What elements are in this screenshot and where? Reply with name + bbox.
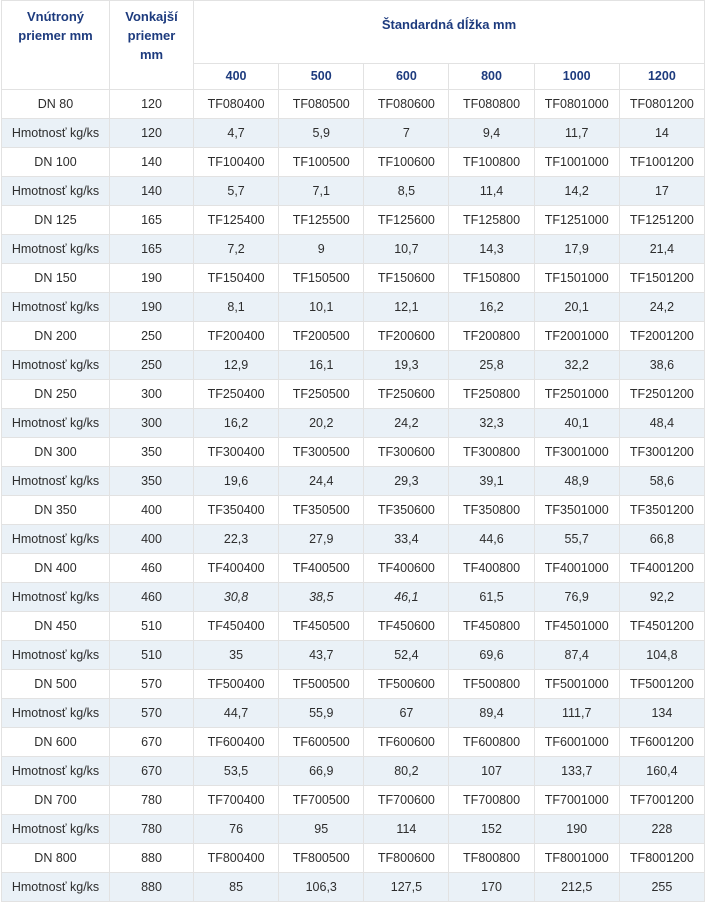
table-row — [2, 235, 705, 264]
weight-cell: 7,2 — [194, 235, 279, 264]
outer-diameter-cell: 780 — [110, 815, 194, 844]
outer-diameter-cell: 165 — [110, 235, 194, 264]
product-code-cell: TF250400 — [194, 380, 279, 409]
table-row — [2, 351, 705, 380]
product-code-cell: TF4501200 — [619, 612, 704, 641]
weight-cell: 38,5 — [279, 583, 364, 612]
weight-cell: 92,2 — [619, 583, 704, 612]
product-code-cell: TF100800 — [449, 148, 534, 177]
product-code-cell: TF200800 — [449, 322, 534, 351]
product-code-cell: TF125500 — [279, 206, 364, 235]
weight-cell: 114 — [364, 815, 449, 844]
table-row — [2, 873, 705, 902]
weight-cell: 14 — [619, 119, 704, 148]
product-code-cell: TF100500 — [279, 148, 364, 177]
weight-cell: 170 — [449, 873, 534, 902]
outer-diameter-cell: 670 — [110, 728, 194, 757]
weight-cell: 52,4 — [364, 641, 449, 670]
weight-cell: 22,3 — [194, 525, 279, 554]
weight-cell: 9,4 — [449, 119, 534, 148]
product-code-cell: TF200400 — [194, 322, 279, 351]
row-label: DN 700 — [2, 786, 110, 815]
product-code-cell: TF300400 — [194, 438, 279, 467]
row-label: DN 80 — [2, 90, 110, 119]
table-row — [2, 264, 705, 293]
outer-diameter-cell: 300 — [110, 380, 194, 409]
row-label: DN 200 — [2, 322, 110, 351]
weight-cell: 12,1 — [364, 293, 449, 322]
product-code-cell: TF1501000 — [534, 264, 619, 293]
length-column-header: 800 — [449, 64, 534, 90]
product-code-cell: TF200500 — [279, 322, 364, 351]
weight-cell: 89,4 — [449, 699, 534, 728]
product-code-cell: TF500600 — [364, 670, 449, 699]
weight-cell: 32,2 — [534, 351, 619, 380]
weight-cell: 107 — [449, 757, 534, 786]
table-row — [2, 148, 705, 177]
weight-cell: 76,9 — [534, 583, 619, 612]
outer-diameter-cell: 570 — [110, 670, 194, 699]
weight-cell: 9 — [279, 235, 364, 264]
product-code-cell: TF080600 — [364, 90, 449, 119]
outer-diameter-cell: 510 — [110, 641, 194, 670]
product-code-cell: TF6001000 — [534, 728, 619, 757]
weight-cell: 39,1 — [449, 467, 534, 496]
weight-cell: 17,9 — [534, 235, 619, 264]
outer-diameter-cell: 400 — [110, 496, 194, 525]
product-code-cell: TF800500 — [279, 844, 364, 873]
product-code-cell: TF800400 — [194, 844, 279, 873]
weight-cell: 160,4 — [619, 757, 704, 786]
row-label: DN 250 — [2, 380, 110, 409]
weight-cell: 20,2 — [279, 409, 364, 438]
product-code-cell: TF125400 — [194, 206, 279, 235]
length-column-header: 400 — [194, 64, 279, 90]
product-code-cell: TF250500 — [279, 380, 364, 409]
weight-cell: 21,4 — [619, 235, 704, 264]
table-row — [2, 119, 705, 148]
product-code-cell: TF350400 — [194, 496, 279, 525]
weight-cell: 111,7 — [534, 699, 619, 728]
table-row — [2, 322, 705, 351]
weight-cell: 32,3 — [449, 409, 534, 438]
product-code-cell: TF350600 — [364, 496, 449, 525]
product-code-cell: TF4001000 — [534, 554, 619, 583]
weight-cell: 19,6 — [194, 467, 279, 496]
weight-cell: 80,2 — [364, 757, 449, 786]
outer-diameter-cell: 510 — [110, 612, 194, 641]
weight-cell: 29,3 — [364, 467, 449, 496]
table-row — [2, 293, 705, 322]
row-label: Hmotnosť kg/ks — [2, 815, 110, 844]
product-code-cell: TF2501200 — [619, 380, 704, 409]
table-row — [2, 380, 705, 409]
table-row — [2, 786, 705, 815]
outer-diameter-cell: 165 — [110, 206, 194, 235]
outer-diameter-cell: 880 — [110, 873, 194, 902]
weight-cell: 87,4 — [534, 641, 619, 670]
product-code-cell: TF080500 — [279, 90, 364, 119]
product-code-cell: TF350800 — [449, 496, 534, 525]
weight-cell: 8,5 — [364, 177, 449, 206]
table-row — [2, 467, 705, 496]
weight-cell: 8,1 — [194, 293, 279, 322]
product-code-cell: TF300800 — [449, 438, 534, 467]
table-row — [2, 757, 705, 786]
product-code-cell: TF7001200 — [619, 786, 704, 815]
weight-cell: 76 — [194, 815, 279, 844]
outer-diameter-header: Vonkajší priemer mm — [110, 1, 194, 90]
product-code-cell: TF600500 — [279, 728, 364, 757]
weight-cell: 85 — [194, 873, 279, 902]
product-code-cell: TF100600 — [364, 148, 449, 177]
row-label: Hmotnosť kg/ks — [2, 641, 110, 670]
product-code-cell: TF4501000 — [534, 612, 619, 641]
product-code-cell: TF700800 — [449, 786, 534, 815]
row-label: DN 350 — [2, 496, 110, 525]
product-code-cell: TF600600 — [364, 728, 449, 757]
table-row — [2, 554, 705, 583]
row-label: Hmotnosť kg/ks — [2, 699, 110, 728]
product-code-cell: TF4001200 — [619, 554, 704, 583]
row-label: DN 400 — [2, 554, 110, 583]
product-code-cell: TF250600 — [364, 380, 449, 409]
product-code-cell: TF3001200 — [619, 438, 704, 467]
product-code-cell: TF080800 — [449, 90, 534, 119]
product-code-cell: TF450400 — [194, 612, 279, 641]
weight-cell: 255 — [619, 873, 704, 902]
product-code-cell: TF200600 — [364, 322, 449, 351]
row-label: Hmotnosť kg/ks — [2, 177, 110, 206]
weight-cell: 5,9 — [279, 119, 364, 148]
product-code-cell: TF350500 — [279, 496, 364, 525]
weight-cell: 20,1 — [534, 293, 619, 322]
product-code-cell: TF8001200 — [619, 844, 704, 873]
row-label: DN 450 — [2, 612, 110, 641]
weight-cell: 16,2 — [194, 409, 279, 438]
weight-cell: 127,5 — [364, 873, 449, 902]
row-label: DN 300 — [2, 438, 110, 467]
outer-diameter-cell: 460 — [110, 583, 194, 612]
row-label: DN 800 — [2, 844, 110, 873]
weight-cell: 11,4 — [449, 177, 534, 206]
weight-cell: 35 — [194, 641, 279, 670]
length-column-header: 600 — [364, 64, 449, 90]
weight-cell: 24,4 — [279, 467, 364, 496]
outer-diameter-cell: 190 — [110, 293, 194, 322]
product-code-cell: TF700500 — [279, 786, 364, 815]
product-code-cell: TF250800 — [449, 380, 534, 409]
outer-diameter-cell: 250 — [110, 351, 194, 380]
weight-cell: 27,9 — [279, 525, 364, 554]
weight-cell: 44,7 — [194, 699, 279, 728]
table-row — [2, 844, 705, 873]
weight-cell: 67 — [364, 699, 449, 728]
weight-cell: 14,2 — [534, 177, 619, 206]
product-code-cell: TF5001000 — [534, 670, 619, 699]
outer-diameter-cell: 250 — [110, 322, 194, 351]
product-code-cell: TF6001200 — [619, 728, 704, 757]
product-code-cell: TF125800 — [449, 206, 534, 235]
weight-cell: 66,9 — [279, 757, 364, 786]
table-row — [2, 206, 705, 235]
row-label: Hmotnosť kg/ks — [2, 351, 110, 380]
product-code-cell: TF800800 — [449, 844, 534, 873]
table-row — [2, 728, 705, 757]
length-column-header: 1000 — [534, 64, 619, 90]
row-label: DN 100 — [2, 148, 110, 177]
weight-cell: 95 — [279, 815, 364, 844]
weight-cell: 38,6 — [619, 351, 704, 380]
weight-cell: 25,8 — [449, 351, 534, 380]
weight-cell: 104,8 — [619, 641, 704, 670]
product-code-cell: TF2501000 — [534, 380, 619, 409]
weight-cell: 61,5 — [449, 583, 534, 612]
weight-cell: 46,1 — [364, 583, 449, 612]
outer-diameter-cell: 120 — [110, 90, 194, 119]
table-row — [2, 177, 705, 206]
row-label: DN 500 — [2, 670, 110, 699]
weight-cell: 24,2 — [364, 409, 449, 438]
product-code-cell: TF3501000 — [534, 496, 619, 525]
outer-diameter-cell: 140 — [110, 148, 194, 177]
row-label: DN 150 — [2, 264, 110, 293]
product-code-cell: TF400600 — [364, 554, 449, 583]
product-code-cell: TF1501200 — [619, 264, 704, 293]
weight-cell: 7,1 — [279, 177, 364, 206]
row-label: Hmotnosť kg/ks — [2, 409, 110, 438]
table-row — [2, 699, 705, 728]
weight-cell: 69,6 — [449, 641, 534, 670]
product-code-cell: TF600400 — [194, 728, 279, 757]
outer-diameter-cell: 400 — [110, 525, 194, 554]
weight-cell: 12,9 — [194, 351, 279, 380]
weight-cell: 5,7 — [194, 177, 279, 206]
product-code-cell: TF3001000 — [534, 438, 619, 467]
table-row — [2, 438, 705, 467]
product-code-cell: TF7001000 — [534, 786, 619, 815]
table-header — [2, 1, 705, 90]
product-code-cell: TF500400 — [194, 670, 279, 699]
weight-cell: 53,5 — [194, 757, 279, 786]
weight-cell: 14,3 — [449, 235, 534, 264]
weight-cell: 30,8 — [194, 583, 279, 612]
product-code-cell: TF150400 — [194, 264, 279, 293]
product-code-cell: TF2001000 — [534, 322, 619, 351]
weight-cell: 19,3 — [364, 351, 449, 380]
product-code-cell: TF0801200 — [619, 90, 704, 119]
weight-cell: 16,1 — [279, 351, 364, 380]
row-label: Hmotnosť kg/ks — [2, 235, 110, 264]
outer-diameter-cell: 460 — [110, 554, 194, 583]
product-code-cell: TF1001000 — [534, 148, 619, 177]
product-code-cell: TF3501200 — [619, 496, 704, 525]
product-code-cell: TF8001000 — [534, 844, 619, 873]
weight-cell: 33,4 — [364, 525, 449, 554]
outer-diameter-cell: 570 — [110, 699, 194, 728]
weight-cell: 212,5 — [534, 873, 619, 902]
product-code-cell: TF450500 — [279, 612, 364, 641]
outer-diameter-cell: 350 — [110, 438, 194, 467]
outer-diameter-cell: 120 — [110, 119, 194, 148]
product-code-cell: TF2001200 — [619, 322, 704, 351]
product-code-cell: TF0801000 — [534, 90, 619, 119]
row-label: Hmotnosť kg/ks — [2, 525, 110, 554]
product-code-cell: TF125600 — [364, 206, 449, 235]
outer-diameter-cell: 880 — [110, 844, 194, 873]
product-code-cell: TF1251000 — [534, 206, 619, 235]
weight-cell: 152 — [449, 815, 534, 844]
product-code-cell: TF500800 — [449, 670, 534, 699]
product-code-cell: TF080400 — [194, 90, 279, 119]
product-code-cell: TF450800 — [449, 612, 534, 641]
product-code-cell: TF100400 — [194, 148, 279, 177]
weight-cell: 43,7 — [279, 641, 364, 670]
product-code-cell: TF150800 — [449, 264, 534, 293]
length-column-header: 1200 — [619, 64, 704, 90]
outer-diameter-cell: 670 — [110, 757, 194, 786]
inner-diameter-header: Vnútroný priemer mm — [2, 1, 110, 90]
product-code-cell: TF300600 — [364, 438, 449, 467]
product-code-cell: TF1001200 — [619, 148, 704, 177]
weight-cell: 48,4 — [619, 409, 704, 438]
standard-length-header: Štandardná dĺžka mm — [194, 1, 705, 64]
weight-cell: 55,9 — [279, 699, 364, 728]
product-code-cell: TF700400 — [194, 786, 279, 815]
outer-diameter-cell: 140 — [110, 177, 194, 206]
row-label: Hmotnosť kg/ks — [2, 873, 110, 902]
weight-cell: 228 — [619, 815, 704, 844]
product-code-cell: TF5001200 — [619, 670, 704, 699]
row-label: DN 600 — [2, 728, 110, 757]
product-code-cell: TF150500 — [279, 264, 364, 293]
product-code-cell: TF800600 — [364, 844, 449, 873]
product-code-cell: TF500500 — [279, 670, 364, 699]
row-label: Hmotnosť kg/ks — [2, 583, 110, 612]
weight-cell: 58,6 — [619, 467, 704, 496]
weight-cell: 55,7 — [534, 525, 619, 554]
table-body — [2, 90, 705, 902]
weight-cell: 133,7 — [534, 757, 619, 786]
weight-cell: 44,6 — [449, 525, 534, 554]
row-label: Hmotnosť kg/ks — [2, 467, 110, 496]
product-code-cell: TF600800 — [449, 728, 534, 757]
table-row — [2, 90, 705, 119]
outer-diameter-cell: 190 — [110, 264, 194, 293]
weight-cell: 10,7 — [364, 235, 449, 264]
product-code-cell: TF150600 — [364, 264, 449, 293]
weight-cell: 10,1 — [279, 293, 364, 322]
weight-cell: 24,2 — [619, 293, 704, 322]
weight-cell: 17 — [619, 177, 704, 206]
product-code-cell: TF300500 — [279, 438, 364, 467]
product-code-cell: TF700600 — [364, 786, 449, 815]
row-label: Hmotnosť kg/ks — [2, 757, 110, 786]
product-code-cell: TF400500 — [279, 554, 364, 583]
weight-cell: 190 — [534, 815, 619, 844]
weight-cell: 106,3 — [279, 873, 364, 902]
weight-cell: 4,7 — [194, 119, 279, 148]
product-code-cell: TF400800 — [449, 554, 534, 583]
product-code-cell: TF450600 — [364, 612, 449, 641]
table-row — [2, 670, 705, 699]
row-label: Hmotnosť kg/ks — [2, 119, 110, 148]
row-label: DN 125 — [2, 206, 110, 235]
product-table — [1, 0, 705, 902]
row-label: Hmotnosť kg/ks — [2, 293, 110, 322]
product-code-cell: TF400400 — [194, 554, 279, 583]
table-row — [2, 583, 705, 612]
table-row — [2, 525, 705, 554]
weight-cell: 48,9 — [534, 467, 619, 496]
outer-diameter-cell: 350 — [110, 467, 194, 496]
table-row — [2, 641, 705, 670]
table-row — [2, 612, 705, 641]
product-code-cell: TF1251200 — [619, 206, 704, 235]
weight-cell: 40,1 — [534, 409, 619, 438]
length-column-header: 500 — [279, 64, 364, 90]
weight-cell: 11,7 — [534, 119, 619, 148]
table-row — [2, 409, 705, 438]
table-row — [2, 815, 705, 844]
weight-cell: 7 — [364, 119, 449, 148]
outer-diameter-cell: 300 — [110, 409, 194, 438]
table-row — [2, 496, 705, 525]
outer-diameter-cell: 780 — [110, 786, 194, 815]
weight-cell: 134 — [619, 699, 704, 728]
weight-cell: 66,8 — [619, 525, 704, 554]
weight-cell: 16,2 — [449, 293, 534, 322]
